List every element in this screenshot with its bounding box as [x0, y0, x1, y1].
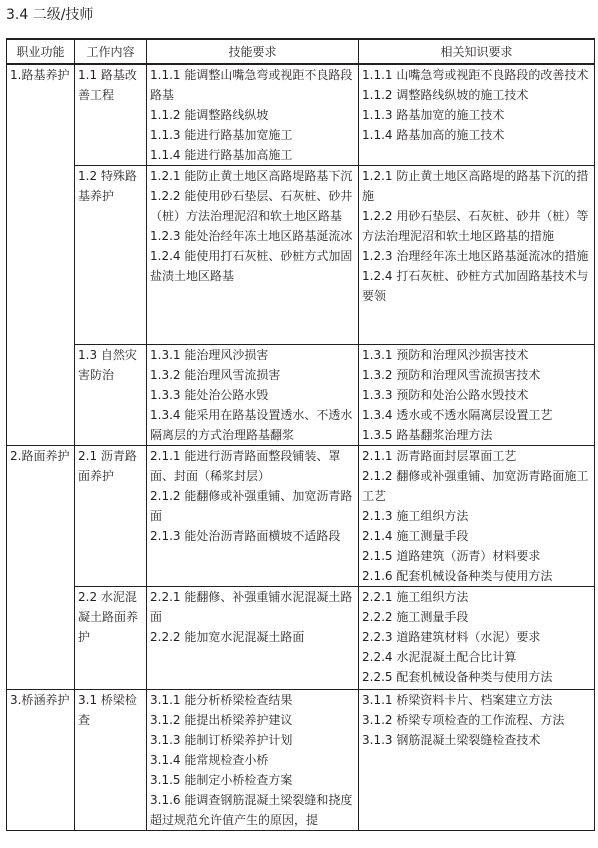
skill-item: 1.2.1 能防止黄土地区高路堤路基下沉	[150, 169, 353, 183]
knowledge-item: 1.2.1 防止黄土地区高路堤的路基下沉的措施	[362, 169, 589, 203]
knowledge-item: 1.3.3 预防和处治公路水毁技术	[362, 388, 529, 402]
knowledge-item: 1.2.2 用砂石垫层、石灰桩、砂井（桩）等方法治理泥沼和软土地区路基的措施	[362, 209, 589, 243]
knowledge-item: 2.1.4 施工测量手段	[362, 529, 469, 543]
knowledge-item: 2.1.5 道路建筑（沥青）材料要求	[362, 549, 541, 563]
skill-cell	[147, 64, 359, 166]
skill-item: 3.1.6 能调查钢筋混凝土梁裂缝和挠度超过规范允许值产生的原因，提	[150, 793, 353, 827]
knowledge-item: 1.1.4 路基加高的施工技术	[362, 128, 505, 142]
header-knowledge: 相关知识要求	[359, 39, 595, 64]
knowledge-item: 1.1.1 山嘴急弯或视距不良路段的改善技术	[362, 68, 589, 82]
knowledge-item: 2.2.1 施工组织方法	[362, 590, 469, 604]
skill-item: 3.1.1 能分析桥梁检查结果	[150, 693, 293, 707]
skill-item: 1.1.2 能调整路线纵坡	[150, 108, 269, 122]
skill-item: 1.3.3 能处治公路水毁	[150, 388, 269, 402]
knowledge-item: 1.3.5 路基翻浆治理方法	[362, 428, 493, 442]
knowledge-item: 1.3.1 预防和治理风沙损害技术	[362, 348, 529, 362]
work-cell: 1.2 特殊路基养护	[75, 166, 147, 345]
skill-item: 1.1.1 能调整山嘴急弯或视距不良路段路基	[150, 68, 353, 102]
work-cell: 3.1 桥梁检查	[75, 690, 147, 831]
knowledge-cell	[359, 345, 595, 446]
table-row	[7, 64, 595, 166]
knowledge-item: 2.2.4 水泥混凝土配合比计算	[362, 650, 517, 664]
knowledge-item: 2.2.5 配套机械设备种类与使用方法	[362, 670, 553, 684]
skill-item: 2.2.2 能加宽水泥混凝土路面	[150, 630, 305, 644]
knowledge-item: 2.1.2 翻修或补强重铺、加宽沥青路面施工工艺	[362, 469, 589, 503]
knowledge-item: 1.1.2 调整路线纵坡的施工技术	[362, 88, 529, 102]
knowledge-cell	[359, 690, 595, 831]
function-cell: 2.路面养护	[7, 446, 75, 690]
knowledge-cell	[359, 64, 595, 166]
knowledge-cell	[359, 587, 595, 690]
skill-item: 1.1.3 能进行路基加宽施工	[150, 128, 293, 142]
skill-item: 1.2.2 能使用砂石垫层、石灰桩、砂井（桩）方法治理泥沼和软土地区路基	[150, 189, 353, 223]
knowledge-item: 3.1.3 钢筋混凝土梁裂缝检查技术	[362, 733, 541, 747]
skill-cell	[147, 345, 359, 446]
knowledge-item: 2.1.6 配套机械设备种类与使用方法	[362, 569, 553, 583]
skill-item: 3.1.3 能制订桥梁养护计划	[150, 733, 293, 747]
skill-item: 2.2.1 能翻修、补强重铺水泥混凝土路面	[150, 590, 353, 624]
knowledge-item: 3.1.1 桥梁资料卡片、档案建立方法	[362, 693, 553, 707]
occupational-standard-table	[6, 38, 595, 831]
skill-item: 1.3.2 能治理风雪流损害	[150, 368, 281, 382]
skill-item: 3.1.5 能制定小桥检查方案	[150, 773, 293, 787]
work-cell: 1.3 自然灾害防治	[75, 345, 147, 446]
skill-item: 1.3.4 能采用在路基设置透水、不透水隔离层的方式治理路基翻浆	[150, 408, 353, 442]
knowledge-cell	[359, 446, 595, 587]
function-cell: 1.路基养护	[7, 64, 75, 446]
knowledge-item: 1.3.4 透水或不透水隔离层设置工艺	[362, 408, 553, 422]
skill-item: 2.1.1 能进行沥青路面整段铺装、罩面、封面（稀浆封层）	[150, 449, 341, 483]
knowledge-item: 2.2.3 道路建筑材料（水泥）要求	[362, 630, 541, 644]
header-skill: 技能要求	[147, 39, 359, 64]
skill-cell	[147, 690, 359, 831]
knowledge-item: 1.1.3 路基加宽的施工技术	[362, 108, 505, 122]
skill-item: 2.1.2 能翻修或补强重铺、加宽沥青路面	[150, 489, 353, 523]
skill-item: 2.1.3 能处治沥青路面横坡不适路段	[150, 529, 341, 543]
work-cell: 1.1 路基改善工程	[75, 64, 147, 166]
skill-item: 3.1.2 能提出桥梁养护建议	[150, 713, 293, 727]
knowledge-item: 1.2.4 打石灰桩、砂桩方式加固路基技术与要领	[362, 269, 589, 303]
table-row	[7, 446, 595, 587]
header-work: 工作内容	[75, 39, 147, 64]
section-title: 3.4 二级/技师	[6, 7, 94, 23]
skill-cell	[147, 166, 359, 345]
work-cell: 2.2 水泥混凝土路面养护	[75, 587, 147, 690]
skill-item: 3.1.4 能常规检查小桥	[150, 753, 269, 767]
table-row	[7, 690, 595, 831]
skill-cell	[147, 587, 359, 690]
header-function: 职业功能	[7, 39, 75, 64]
skill-item: 1.2.3 能处治经年冻土地区路基涎流冰	[150, 229, 353, 243]
knowledge-item: 2.1.3 施工组织方法	[362, 509, 469, 523]
work-cell: 2.1 沥青路面养护	[75, 446, 147, 587]
skill-item: 1.2.4 能使用打石灰桩、砂桩方式加固盐渍土地区路基	[150, 249, 353, 283]
knowledge-item: 2.1.1 沥青路面封层罩面工艺	[362, 449, 517, 463]
knowledge-cell	[359, 166, 595, 345]
skill-item: 1.3.1 能治理风沙损害	[150, 348, 269, 362]
knowledge-item: 3.1.2 桥梁专项检查的工作流程、方法	[362, 713, 565, 727]
function-cell: 3.桥涵养护	[7, 690, 75, 831]
knowledge-item: 1.2.3 治理经年冻土地区路基涎流冰的措施	[362, 249, 589, 263]
skill-cell	[147, 446, 359, 587]
knowledge-item: 2.2.2 施工测量手段	[362, 610, 469, 624]
knowledge-item: 1.3.2 预防和治理风雪流损害技术	[362, 368, 541, 382]
skill-item: 1.1.4 能进行路基加高施工	[150, 148, 293, 162]
table-row	[7, 587, 595, 690]
table-row	[7, 166, 595, 345]
table-header-row	[7, 39, 595, 64]
table-row	[7, 345, 595, 446]
